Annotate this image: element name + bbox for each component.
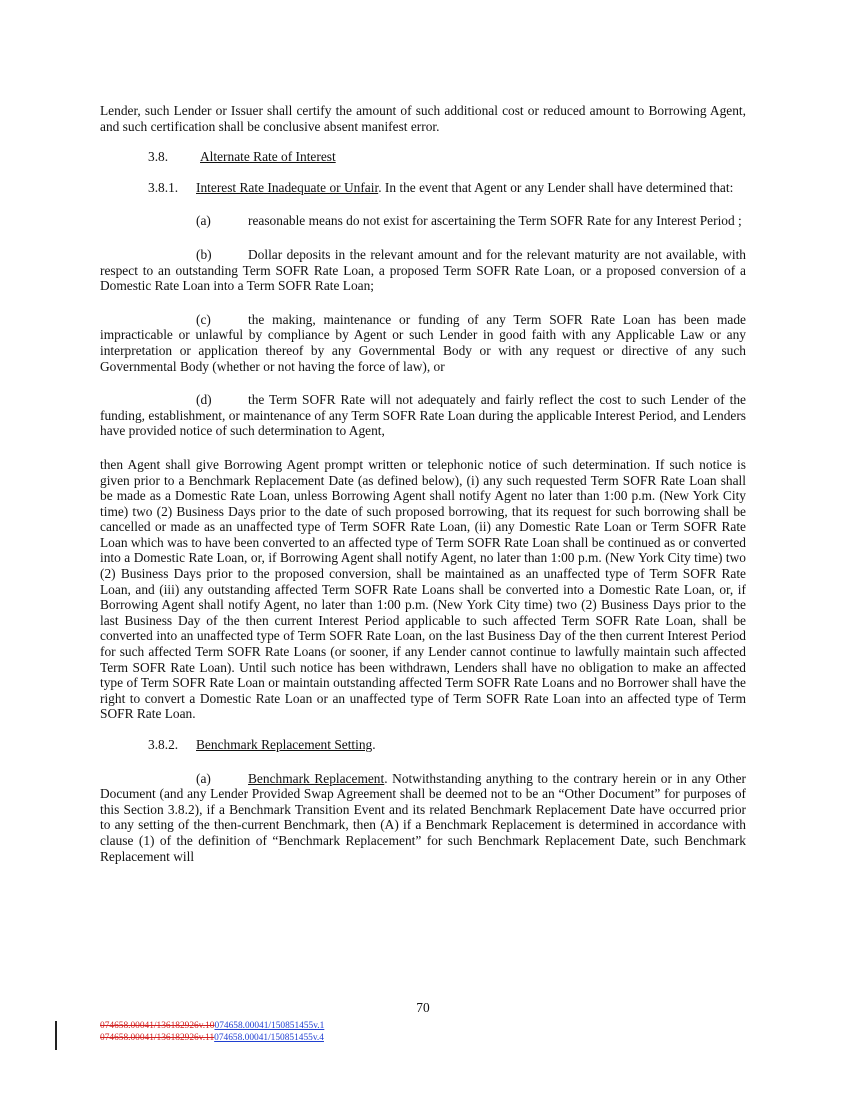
item-text: reasonable means do not exist for ascertaining the Term SOFR Rate for any Interest Period ; <box>248 213 742 229</box>
item-text: the making, maintenance or funding of any Term SOFR Rate Loan has been made impracticable or unlawful by compliance by Agent or such Lender in good faith with any Applicable Law or any interpretation or application thereof by any Governmental Body or with any request or directive of any such Governmental Body (whether or not having the force of law), or <box>100 311 746 374</box>
page-number: 70 <box>416 1000 430 1015</box>
inserted-doc-id: 074658.00041/150851455v.1 <box>214 1021 325 1031</box>
section-number: 3.8.1. <box>148 179 179 195</box>
revision-bar <box>55 1021 57 1050</box>
item-label: (d) <box>196 392 212 408</box>
section-3-8-heading <box>100 149 746 165</box>
section-title-period: . <box>372 737 376 752</box>
section-body: . In the event that Agent or any Lender shall have determined that: <box>378 179 734 195</box>
section-title: Alternate Rate of Interest <box>200 149 336 165</box>
item-label: (c) <box>196 311 211 327</box>
deleted-doc-id: 074658.00041/136182926v.11 <box>100 1032 215 1043</box>
item-text: . Notwithstanding anything to the contrary herein or in any Other Document (and any Lender Provided Swap Agreement shall be deemed not to be an “Other Document” for purposes of this Section 3.8.2), if a Benchmark Transition Event and its related Benchmark Replacement Date have occurred prior to any setting of the then-current Benchmark, then (A) if a Benchmark Replacement is determined in accordance with clause (1) of the definition of “Benchmark Replacement” for such Benchmark Replacement Date, such Benchmark Replacement will <box>100 770 746 864</box>
item-label: (a) <box>196 770 211 786</box>
document-footer <box>100 1021 324 1044</box>
item-text: Dollar deposits in the relevant amount and for the relevant maturity are not available, with respect to an outstanding Term SOFR Rate Loan, a proposed Term SOFR Rate Loan, or a proposed conversion of a Domestic Rate Loan into a Term SOFR Rate Loan; <box>100 246 746 294</box>
item-3-8-2-a <box>100 771 746 865</box>
item-b <box>100 247 746 294</box>
item-label: (b) <box>196 246 212 262</box>
item-d <box>100 392 746 439</box>
then-paragraph: then Agent shall give Borrowing Agent prompt written or telephonic notice of such determination. If such notice is given prior to a Benchmark Replacement Date (as defined below), (i) any such requested Term SOFR Rate Loan shall be made as a Domestic Rate Loan, unless Borrowing Agent shall notify Agent no later than 1:00 p.m. (New York City time) two (2) Business Days prior to the date of such proposed borrowing, that its request for such borrowing shall be cancelled or made as an unaffected type of Term SOFR Rate Loan, (ii) any Domestic Rate Loan or Term SOFR Rate Loan which was to have been converted to an affected type of Term SOFR Rate Loan shall be continued as or converted into a Domestic Rate Loan, or, if Borrowing Agent shall notify Agent, no later than 1:00 p.m. (New York City time) two (2) Business Days prior to the proposed conversion, shall be maintained as an unaffected type of Term SOFR Rate Loan, and (iii) any outstanding affected Term SOFR Rate Loans shall be converted into a Domestic Rate Loan, or, if Borrowing Agent shall notify Agent, no later than 1:00 p.m. (New York City time) two (2) Business Days prior to the last Business Day of the then current Interest Period applicable to such affected Term SOFR Rate Loan, shall be converted into an unaffected type of Term SOFR Rate Loan, on the last Business Day of the then current Interest Period for such affected Term SOFR Rate Loans (or sooner, if any Lender cannot continue to lawfully maintain such affected Term SOFR Rate Loan). Until such notice has been withdrawn, Lenders shall have no obligation to make an affected type of Term SOFR Rate Loan or maintain outstanding affected Term SOFR Rate Loans and no Borrower shall have the right to convert a Domestic Rate Loan or an unaffected type of Term SOFR Rate Loan into an affected type of Term SOFR Rate Loan. <box>100 456 746 722</box>
section-3-8-1-paragraph <box>100 180 746 196</box>
footer-line <box>100 1033 324 1045</box>
item-label: (a) <box>196 213 211 229</box>
item-a <box>100 213 746 229</box>
section-title: Interest Rate Inadequate or Unfair <box>196 179 379 195</box>
item-title: Benchmark Replacement <box>248 770 385 786</box>
section-3-8-2-heading <box>100 737 746 753</box>
section-number: 3.8.2. <box>148 737 179 752</box>
intro-paragraph: Lender, such Lender or Issuer shall certify the amount of such additional cost or reduced amount to Borrowing Agent, and such certification shall be conclusive absent manifest error. <box>100 103 746 134</box>
item-c <box>100 312 746 374</box>
section-number: 3.8. <box>148 149 169 165</box>
item-text: the Term SOFR Rate will not adequately and fairly reflect the cost to such Lender of the funding, establishment, or maintenance of any Term SOFR Rate Loan during the applicable Interest Period, and Lenders have provided notice of such determination to Agent, <box>100 392 746 439</box>
inserted-doc-id: 074658.00041/150851455v.4 <box>214 1032 324 1043</box>
section-title: Benchmark Replacement Setting <box>196 737 373 752</box>
deleted-doc-id: 074658.00041/136182926v.10 <box>100 1021 215 1031</box>
footer-line <box>100 1021 324 1033</box>
document-body <box>100 103 746 864</box>
